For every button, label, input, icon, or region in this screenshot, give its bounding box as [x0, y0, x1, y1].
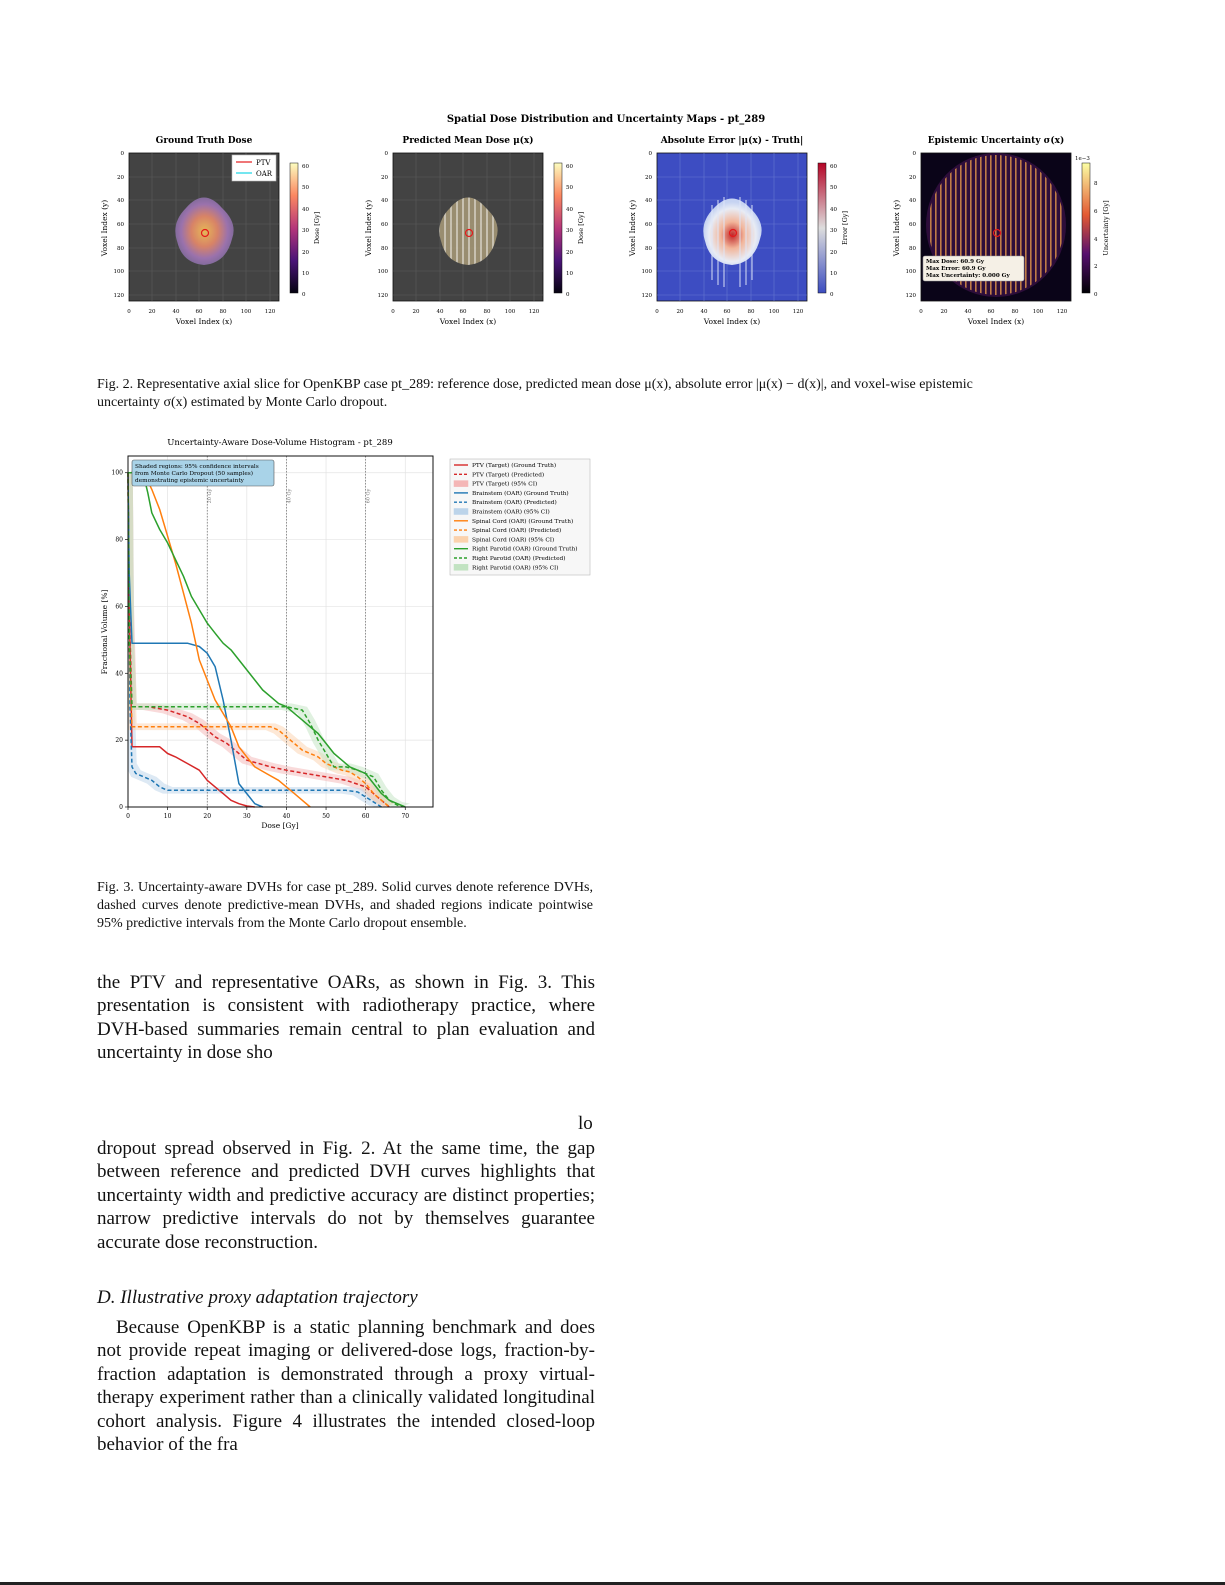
svg-text:0: 0: [1094, 292, 1098, 298]
svg-text:40: 40: [909, 198, 916, 204]
panel-title: Predicted Mean Dose μ(x): [402, 136, 534, 146]
colorbar-ticks: [830, 164, 837, 298]
y-tick-label: 20: [115, 737, 123, 745]
svg-text:60: 60: [987, 309, 995, 315]
y-axis-label: Voxel Index (y): [892, 199, 901, 257]
svg-text:80: 80: [1011, 309, 1019, 315]
svg-text:100: 100: [113, 269, 124, 275]
x-axis-label: Voxel Index (x): [439, 317, 497, 326]
y-tick-label: 60: [115, 603, 123, 611]
legend-ptv-label: PTV: [256, 159, 271, 167]
svg-text:60: 60: [830, 164, 837, 170]
y-axis-label: Voxel Index (y): [364, 199, 373, 257]
annotation-line-1: Shaded regions: 95% confidence intervals: [135, 464, 259, 470]
x-tick-label: 70: [401, 813, 410, 820]
svg-text:120: 120: [264, 309, 276, 315]
legend-label: Right Parotid (OAR) (Ground Truth): [472, 546, 578, 553]
svg-text:10: 10: [566, 271, 573, 277]
annotation-line-2: from Monte Carlo Dropout (50 samples): [135, 471, 254, 477]
svg-text:0: 0: [120, 151, 124, 157]
x-tick-label: 0: [126, 813, 130, 820]
svg-text:8: 8: [1094, 181, 1098, 187]
svg-text:60: 60: [302, 164, 309, 170]
svg-text:60: 60: [195, 309, 203, 315]
dvh-curve: [128, 473, 405, 807]
svg-text:100: 100: [1032, 309, 1044, 315]
svg-text:100: 100: [377, 269, 388, 275]
x-tick-label: 60: [361, 813, 370, 820]
svg-text:120: 120: [113, 293, 124, 299]
svg-text:120: 120: [1056, 309, 1068, 315]
colorbar-exponent: 1e−3: [1075, 156, 1090, 162]
x-tick-label: 50: [322, 813, 330, 820]
colorbar-label: Dose [Gy]: [313, 211, 321, 245]
legend-label: Spinal Cord (OAR) (95% CI): [472, 537, 555, 544]
body-paragraph-2: dropout spread observed in Fig. 2. At the same time, the gap between reference and predicted DVH curves highlights that uncertainty width and predictive accuracy are distinct properties; narrow predictive intervals do not by themselves guarantee accurate dose reconstruction.: [97, 1138, 595, 1253]
svg-text:100: 100: [240, 309, 252, 315]
svg-text:0: 0: [566, 292, 570, 298]
panel-predicted-mean-dose: [364, 135, 585, 326]
x-ticks: [391, 309, 539, 315]
confidence-band: [128, 469, 386, 807]
svg-text:20: 20: [148, 309, 156, 315]
colorbar-label: Error [Gy]: [841, 211, 849, 245]
reference-line-label: 60 Gy: [365, 488, 372, 504]
y-axis-label: Fractional Volume [%]: [100, 589, 109, 675]
legend-label: Brainstem (OAR) (95% CI): [472, 509, 550, 516]
svg-text:80: 80: [645, 246, 652, 252]
svg-text:60: 60: [723, 309, 731, 315]
x-tick-label: 30: [243, 813, 251, 820]
svg-text:50: 50: [830, 185, 837, 191]
svg-text:60: 60: [645, 222, 652, 228]
svg-text:0: 0: [391, 309, 395, 315]
fig2-caption-line2: uncertainty σ(x) estimated by Monte Carlo dropout.: [97, 395, 388, 410]
panel-title: Absolute Error |μ(x) - Truth|: [660, 136, 804, 146]
svg-text:20: 20: [830, 250, 837, 256]
fig3-caption: Fig. 3. Uncertainty-aware DVHs for case pt_289. Solid curves denote reference DVHs, dashed curves denote predictive-mean DVHs, and shaded regions indicate pointwise 95% predictive intervals from the Monte Carlo dropout ensemble.: [97, 880, 593, 931]
confidence-band: [128, 469, 410, 807]
legend-label: Right Parotid (OAR) (95% CI): [472, 565, 559, 572]
y-axis-label: Voxel Index (y): [628, 199, 637, 257]
y-tick-label: 100: [111, 469, 123, 477]
legend-swatch: [454, 536, 468, 542]
svg-text:40: 40: [381, 198, 388, 204]
svg-text:0: 0: [127, 309, 131, 315]
svg-text:120: 120: [641, 293, 652, 299]
svg-text:80: 80: [483, 309, 491, 315]
svg-text:10: 10: [830, 271, 837, 277]
legend-label: PTV (Target) (95% CI): [472, 481, 538, 488]
panel-epistemic-uncertainty: [892, 135, 1110, 326]
colorbar: [818, 163, 826, 293]
x-ticks: [655, 309, 803, 315]
stats-max-uncertainty: Max Uncertainty: 0.000 Gy: [926, 273, 1010, 279]
x-ticks: [127, 309, 275, 315]
svg-text:80: 80: [747, 309, 755, 315]
y-tick-label: 80: [115, 536, 123, 544]
svg-text:120: 120: [377, 293, 388, 299]
x-axis-label: Dose [Gy]: [261, 821, 299, 830]
colorbar-label: Dose [Gy]: [577, 211, 585, 245]
svg-text:2: 2: [1094, 264, 1098, 270]
svg-text:20: 20: [117, 175, 124, 181]
chart-title: Uncertainty-Aware Dose-Volume Histogram - pt_289: [167, 438, 393, 448]
y-axis-label: Voxel Index (y): [100, 199, 109, 257]
colorbar-ticks: [1094, 181, 1098, 298]
figure-3-dvh-chart: [95, 432, 605, 842]
confidence-bands: [128, 469, 410, 807]
svg-text:60: 60: [909, 222, 916, 228]
x-axis-label: Voxel Index (x): [175, 317, 233, 326]
svg-text:80: 80: [117, 246, 124, 252]
colorbar: [290, 163, 298, 293]
colorbar-ticks: [302, 164, 309, 298]
svg-text:40: 40: [436, 309, 444, 315]
y-ticks: [906, 151, 917, 299]
svg-text:20: 20: [381, 175, 388, 181]
legend-label: Brainstem (OAR) (Predicted): [472, 500, 557, 507]
chart-grid: [128, 456, 433, 807]
svg-text:6: 6: [1094, 209, 1098, 215]
x-axis-label: Voxel Index (x): [967, 317, 1025, 326]
svg-text:20: 20: [566, 250, 573, 256]
svg-text:80: 80: [381, 246, 388, 252]
svg-text:100: 100: [641, 269, 652, 275]
dvh-curve: [128, 473, 310, 807]
legend-oar-label: OAR: [256, 170, 273, 178]
legend-label: Brainstem (OAR) (Ground Truth): [472, 490, 569, 497]
svg-text:50: 50: [566, 185, 573, 191]
svg-text:60: 60: [381, 222, 388, 228]
svg-text:0: 0: [655, 309, 659, 315]
svg-text:0: 0: [830, 292, 834, 298]
colorbar-ticks: [566, 164, 573, 298]
svg-text:0: 0: [302, 292, 306, 298]
dvh-curve: [128, 473, 382, 807]
x-tick-label: 20: [203, 813, 212, 820]
svg-text:30: 30: [302, 228, 309, 234]
legend-swatch: [454, 509, 468, 515]
svg-text:80: 80: [909, 246, 916, 252]
stats-max-error: Max Error: 60.9 Gy: [926, 266, 986, 272]
dvh-curve: [128, 473, 389, 807]
svg-text:0: 0: [384, 151, 388, 157]
svg-text:60: 60: [566, 164, 573, 170]
svg-text:20: 20: [940, 309, 948, 315]
legend-swatch: [454, 564, 468, 570]
svg-text:60: 60: [459, 309, 467, 315]
svg-text:30: 30: [566, 228, 573, 234]
legend-label: Spinal Cord (OAR) (Ground Truth): [472, 518, 574, 525]
svg-text:20: 20: [302, 250, 309, 256]
svg-text:30: 30: [830, 228, 837, 234]
figure-2: [0, 105, 1225, 340]
svg-text:40: 40: [117, 198, 124, 204]
svg-text:20: 20: [412, 309, 420, 315]
fig2-caption-line1: Fig. 2. Representative axial slice for OpenKBP case pt_289: reference dose, predicted mean dose μ(x), absolute error |μ(x) − d(x)|, and voxel-wise epistemic: [97, 377, 973, 392]
svg-text:100: 100: [768, 309, 780, 315]
svg-text:20: 20: [645, 175, 652, 181]
body-paragraph-1: the PTV and representative OARs, as shown in Fig. 3. This presentation is consistent with radiotherapy practice, where DVH-based summaries remain central to plan evaluation and uncertainty in dose sho: [97, 972, 595, 1064]
x-ticks: [919, 309, 1067, 315]
svg-text:40: 40: [302, 207, 309, 213]
plot-frame: [128, 456, 433, 807]
svg-text:40: 40: [964, 309, 972, 315]
svg-text:40: 40: [566, 207, 573, 213]
stats-max-dose: Max Dose: 60.9 Gy: [926, 259, 984, 265]
reference-line-label: 40 Gy: [286, 488, 293, 504]
colorbar-label: Uncertainty [Gy]: [1102, 200, 1110, 256]
dvh-curve: [128, 473, 389, 807]
colorbar: [554, 163, 562, 293]
panel-ground-truth-dose: [100, 136, 321, 326]
svg-text:40: 40: [172, 309, 180, 315]
svg-text:0: 0: [919, 309, 923, 315]
y-tick-label: 0: [119, 804, 123, 811]
dvh-curve: [128, 473, 405, 807]
panel-absolute-error: [628, 135, 849, 326]
panel-title: Ground Truth Dose: [155, 136, 253, 146]
y-tick-label: 40: [115, 670, 123, 678]
legend-label: PTV (Target) (Ground Truth): [472, 463, 557, 469]
x-axis-label: Voxel Index (x): [703, 317, 761, 326]
svg-text:60: 60: [117, 222, 124, 228]
svg-text:120: 120: [528, 309, 540, 315]
svg-text:4: 4: [1094, 237, 1098, 243]
svg-text:100: 100: [905, 269, 916, 275]
legend-label: Right Parotid (OAR) (Predicted): [472, 556, 566, 562]
svg-text:10: 10: [302, 271, 309, 277]
body-fragment: lo: [578, 1113, 593, 1134]
y-ticks: [378, 151, 389, 299]
body-paragraph-3: Because OpenKBP is a static planning benchmark and does not provide repeat imaging or delivered-dose logs, fraction-by-fraction adaptation is demonstrated through a proxy virtual-therapy experiment rather than a clinically validated longitudinal cohort analysis. Figure 4 illustrates the intended closed-loop behavior of the fra: [97, 1317, 595, 1456]
y-ticks: [114, 151, 125, 299]
svg-text:40: 40: [830, 207, 837, 213]
colorbar: [1082, 163, 1090, 293]
legend-swatch: [454, 481, 468, 487]
reference-line-label: 20 Gy: [207, 488, 214, 504]
x-tick-label: 10: [163, 813, 172, 820]
svg-text:0: 0: [648, 151, 652, 157]
svg-text:120: 120: [792, 309, 804, 315]
annotation-line-3: demonstrating epistemic uncertainty: [135, 478, 244, 484]
svg-text:50: 50: [302, 185, 309, 191]
panel-title: Epistemic Uncertainty σ(x): [927, 136, 1065, 146]
svg-text:40: 40: [645, 198, 652, 204]
svg-text:100: 100: [504, 309, 516, 315]
svg-text:80: 80: [219, 309, 227, 315]
svg-text:120: 120: [905, 293, 916, 299]
svg-text:40: 40: [700, 309, 708, 315]
y-ticks: [642, 151, 653, 299]
x-tick-label: 40: [282, 813, 291, 820]
legend-label: Spinal Cord (OAR) (Predicted): [472, 528, 562, 535]
svg-text:20: 20: [909, 175, 916, 181]
dvh-curves: [128, 473, 405, 807]
section-heading: D. Illustrative proxy adaptation trajectory: [97, 1287, 418, 1308]
svg-text:20: 20: [676, 309, 684, 315]
fig2-suptitle: Spatial Dose Distribution and Uncertainty Maps - pt_289: [446, 114, 766, 125]
legend-label: PTV (Target) (Predicted): [472, 472, 545, 479]
svg-text:0: 0: [912, 151, 916, 157]
